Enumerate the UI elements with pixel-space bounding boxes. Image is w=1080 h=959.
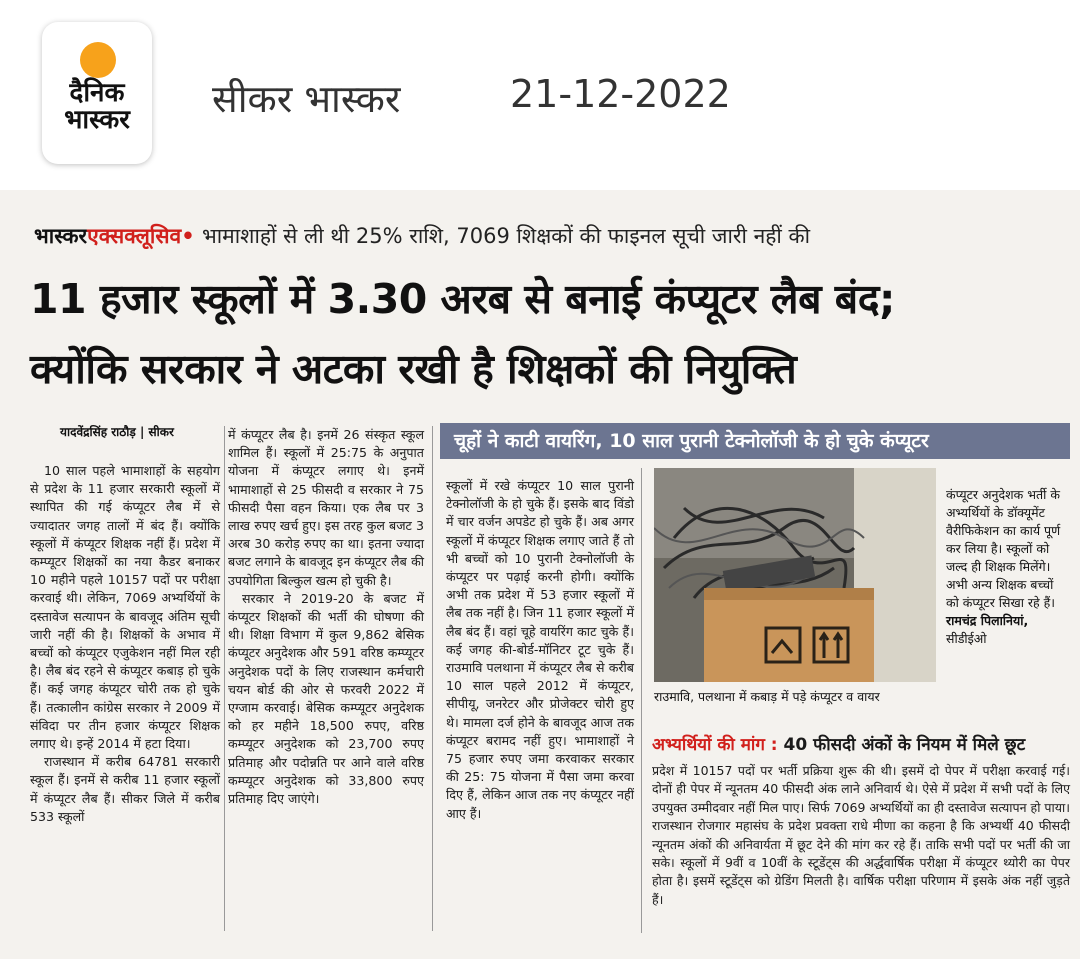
- headline-line2: क्योंकि सरकार ने अटका रखी है शिक्षकों की नियुक्ति: [30, 345, 797, 393]
- logo-text: [42, 80, 152, 134]
- col2-paragraph-1: में कंप्यूटर लैब है। इनमें 26 संस्कृत स्कूल शामिल हैं। स्कूलों में 25:75 के अनुपात योजना में कंप्यूटर लगाए थे। इनमें भामाशाहों से 25 फीसदी व सरकार ने 75 फीसदी पैसा वहन किया। एक लैब पर 3 लाख रुपए खर्च हुए। इस तरह कुल बजट 3 अरब 30 करोड़ रुपए का था। इतना ज्यादा बजट लगाने के बावजूद इन कंप्यूटर लैब की उपयोगिता बिल्कुल खत्म हो चुकी है।: [228, 427, 424, 588]
- col1-paragraph-2: राजस्थान में करीब 64781 सरकारी स्कूल हैं। इनमें से करीब 11 हजार स्कूलों में कंप्यूटर लैब हैं। सीकर जिले में करीब 533 स्कूलों: [30, 754, 220, 824]
- logo-line2: भास्कर: [64, 105, 130, 135]
- demand-heading: [652, 732, 1025, 755]
- box-column: स्कूलों में रखे कंप्यूटर 10 साल पुरानी टेक्नोलॉजी के हो चुके हैं। इसके बाद विंडो में चार वर्जन अपडेट हो चुके हैं। अब अगर स्कूलों में कंप्यूटर शिक्षक लगाए जाते हैं तो भी बच्चों को 10 पुरानी टेक्नोलॉजी के कंप्यूटर पर पढ़ाई करनी होगी। क्योंकि अभी तक प्रदेश में 53 हजार स्कूलों में लैब तक नहीं है। जिन 11 हजार स्कूलों में लैब बंद हैं। वहां चूहे वायरिंग काट चुके हैं। कई जगह की-बोर्ड-मॉनिटर टूट चुके हैं। राउमावि पलथाना में कंप्यूटर लैब से करीब 10 साल पहले 2012 में कंप्यूटर, सीपीयू, जनरेटर और प्रोजेक्टर चोरी हुए थे। मामला दर्ज होने के बावजूद आज तक कंप्यूटर बरामद नहीं हुए। भामाशाहों ने 75 हजार रुपए जमा करवाकर सरकार की 25: 75 योजना में पैसा जमा करवा दिए हैं, लेकिन आज तक नए कंप्यूटर नहीं आए हैं।: [446, 478, 634, 821]
- quote-author-name: रामचंद्र पिलानियां,: [946, 613, 1029, 628]
- column-divider: [224, 426, 225, 931]
- dainik-bhaskar-logo: [42, 22, 152, 164]
- kicker-text: भामाशाहों से ली थी 25% राशि, 7069 शिक्षकों की फाइनल सूची जारी नहीं की: [201, 224, 811, 248]
- box-banner: चूहों ने काटी वायरिंग, 10 साल पुरानी टेक्नोलॉजी के हो चुके कंप्यूटर: [440, 423, 1070, 459]
- demand-label: अभ्यर्थियों की मांग :: [652, 735, 778, 755]
- official-quote: [946, 486, 1070, 648]
- edition-name: सीकर भास्कर: [212, 77, 401, 121]
- junk-computers-illustration: [654, 468, 936, 682]
- page-header: [0, 0, 1080, 190]
- kicker-exclusive: एक्सक्लूसिव: [87, 224, 182, 248]
- article-column-2: [228, 426, 424, 808]
- logo-line1: दैनिक: [69, 78, 125, 108]
- quote-text: कंप्यूटर अनुदेशक भर्ती के अभ्यर्थियों के डॉक्यूमेंट वैरीफिकेशन का कार्य पूर्ण कर लिया है। स्कूलों को जल्द ही शिक्षक मिलेंगे। अभी अन्य शिक्षक बच्चों को कंप्यूटर सिखा रहे हैं।: [946, 487, 1061, 610]
- kicker-separator: •: [181, 224, 195, 248]
- demand-paragraph: प्रदेश में 10157 पदों पर भर्ती प्रक्रिया शुरू की थी। इसमें दो पेपर में परीक्षा करवाई गई। दोनों ही पेपर में न्यूनतम 40 फीसदी अंक लाने अनिवार्य थे। ऐसे में प्रदेश में सभी पदों के लिए उपयुक्त उम्मीदवार नहीं मिल पाए। सिर्फ 7069 अभ्यर्थियों का ही दस्तावेज सत्यापन हो पाया। राजस्थान रोजगार महासंघ के प्रदेश प्रवक्ता राधे मीणा का कहना है कि अभ्यर्थी 40 फीसदी न्यूनतम अंकों की अनिवार्यता में छूट देने की मांग कर रहे हैं। ताकि सभी पदों पर भर्ती की जा सके। स्कूलों में 9वीं व 10वीं के स्टूडेंट्स की अर्द्धवार्षिक परीक्षा में कंप्यूटर थ्योरी का पेपर होता है। इसमें स्टूडेंट्स को ग्रेडिंग मिलती है। वार्षिक परीक्षा परिणाम में इसके अंक नहीं जुड़ते हैं।: [652, 763, 1070, 907]
- photo-caption: राउमावि, पलथाना में कबाड़ में पड़े कंप्यूटर व वायर: [654, 689, 880, 704]
- edition-date: 21-12-2022: [510, 72, 731, 116]
- col1-paragraph-1: 10 साल पहले भामाशाहों के सहयोग से प्रदेश के 11 हजार सरकारी स्कूलों में स्थापित की गई कंप्यूटर लैब में से ज्यादातर जगह तालों में बंद हैं। क्योंकि स्कूलों में कंप्यूटर शिक्षक नहीं हैं। प्रदेश में कम्प्यूटर शिक्षकों का नया कैडर बनाकर 10 महीने पहले 10157 पदों पर परीक्षा करवाई थी। लेकिन, 7069 अभ्यर्थियों के दस्तावेज सत्यापन के बावजूद अंतिम सूची जारी नहीं की है। शिक्षकों के अभाव में बच्चों को कंप्यूटर एजुकेशन नहीं मिल रही है। लैब बंद रहने से कंप्यूटर कबाड़ हो चुके हैं। कई जगह कंप्यूटर चोरी तक हो चुके हैं। तत्कालीन कांग्रेस सरकार ने 2009 में संविदा पर तीन हजार कंप्यूटर शिक्षक लगाए थे। इन्हें 2014 में हटा दिया।: [30, 463, 220, 752]
- article-column-1: [30, 462, 220, 826]
- junk-computers-photo: [654, 468, 936, 682]
- byline: यादवेंद्रसिंह राठौड़ | सीकर: [60, 425, 174, 439]
- headline-line1: 11 हजार स्कूलों में 3.30 अरब से बनाई कंप्यूटर लैब बंद;: [30, 275, 895, 323]
- column-divider: [641, 468, 642, 933]
- column-divider: [432, 426, 433, 931]
- quote-author-role: सीडीईओ: [946, 631, 987, 646]
- article-kicker: [34, 222, 810, 250]
- kicker-brand: भास्कर: [34, 224, 88, 248]
- demand-title-text: 40 फीसदी अंकों के नियम में मिले छूट: [783, 735, 1026, 755]
- sun-icon: [80, 42, 116, 78]
- col2-paragraph-2: सरकार ने 2019-20 के बजट में कंप्यूटर शिक्षकों की भर्ती की घोषणा की थी। शिक्षा विभाग में कुल 9,862 बेसिक कंप्यूटर अनुदेशक और 591 वरिष्ठ कम्प्यूटर अनुदेशक पदों के लिए राजस्थान कर्मचारी चयन बोर्ड की ओर से फरवरी 2022 में एग्जाम करवाई। बेसिक कम्प्यूटर अनुदेशक को हर महीने 18,500 रुपए, वरिष्ठ कम्प्यूटर अनुदेशक को 23,700 रुपए प्रतिमाह और पदोन्नति पर आने वाले वरिष्ठ कम्प्यूटर अनुदेशक को 33,800 रुपए प्रतिमाह दिए जाएंगे।: [228, 590, 424, 807]
- demand-body: [652, 762, 1070, 909]
